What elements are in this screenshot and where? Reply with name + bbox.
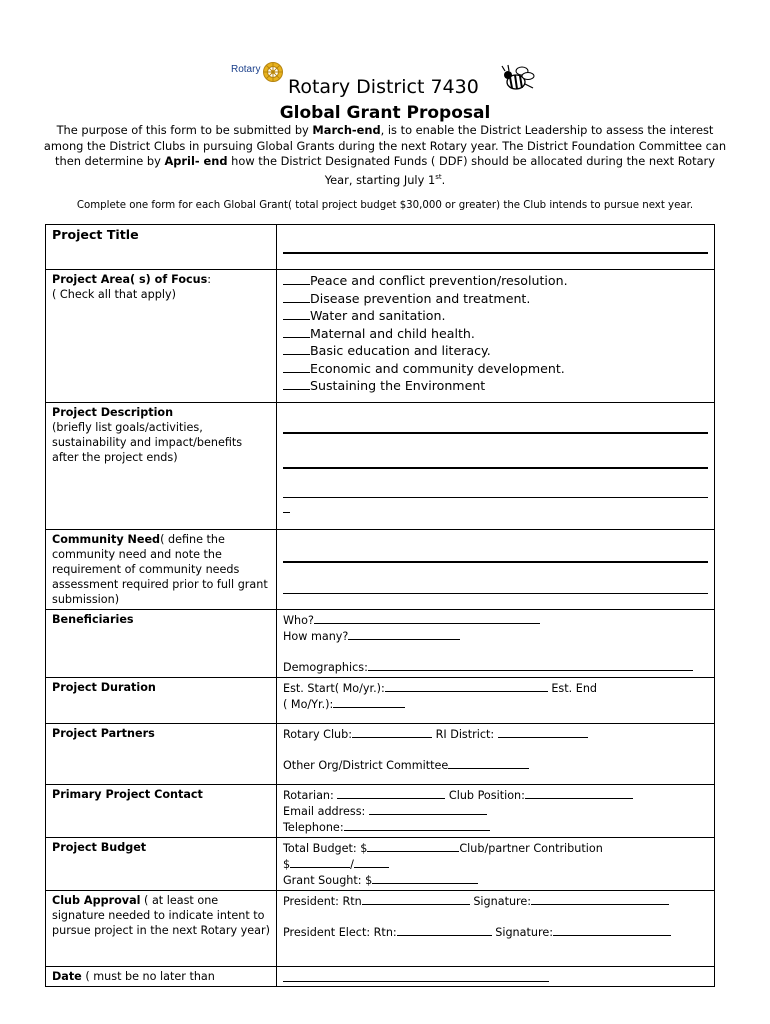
club-contribution-label: Club/partner Contribution <box>459 842 603 855</box>
description-label: Project Description <box>52 406 174 419</box>
checkbox-blank[interactable] <box>283 377 310 390</box>
intro-text: . <box>441 172 446 187</box>
description-line <box>283 467 708 469</box>
deadline-march: March-end <box>312 123 381 137</box>
duration-cell <box>277 678 715 724</box>
row-focus-area <box>46 270 715 403</box>
approval-sub: ( at least one signature needed to indicate intent to pursue project in the next Rotary year) <box>52 894 271 937</box>
end-label: Est. End <box>547 682 598 695</box>
deadline-april: April- end <box>164 154 228 169</box>
label-cell <box>46 838 277 891</box>
checkbox-blank[interactable] <box>283 290 310 303</box>
who-label: Who? <box>283 614 314 627</box>
label-cell <box>46 724 277 785</box>
checkbox-blank[interactable] <box>283 325 310 338</box>
row-project-title <box>46 225 715 270</box>
budget-label: Project Budget <box>52 841 147 854</box>
rotarian-field[interactable] <box>337 787 445 799</box>
label-cell <box>46 225 277 270</box>
label-cell <box>46 678 277 724</box>
proposal-form-table <box>45 224 715 987</box>
club-contribution-field[interactable] <box>290 856 350 868</box>
description-input[interactable] <box>277 403 715 530</box>
project-title-label: Project Title <box>52 227 139 242</box>
row-community-need <box>46 530 715 610</box>
email-field[interactable] <box>369 803 487 815</box>
row-project-duration <box>46 678 715 724</box>
label-cell <box>46 967 277 987</box>
checkbox-blank[interactable] <box>283 360 310 373</box>
beneficiaries-label: Beneficiaries <box>52 613 134 626</box>
rotary-wheel-icon <box>262 61 284 83</box>
focus-option-peace[interactable] <box>283 272 708 290</box>
start-field[interactable] <box>385 680 548 692</box>
label-cell <box>46 403 277 530</box>
other-org-field[interactable] <box>448 757 529 769</box>
focus-colon: : <box>207 273 212 286</box>
rotary-club-field[interactable] <box>352 726 432 738</box>
signature-label: Signature: <box>491 926 553 939</box>
president-elect-signature-field[interactable] <box>553 924 671 936</box>
focus-option-disease[interactable] <box>283 290 708 308</box>
instructions: Complete one form for each Global Grant( total project budget $30,000 or greater) the Club intends to pursue next year. <box>76 200 694 211</box>
need-line <box>283 561 708 563</box>
end-field[interactable] <box>333 696 405 708</box>
need-line <box>283 593 708 594</box>
president-field[interactable] <box>362 893 470 905</box>
checkbox-blank[interactable] <box>283 272 310 285</box>
label-cell <box>46 530 277 610</box>
club-position-field[interactable] <box>525 787 633 799</box>
option-label: Peace and conflict prevention/resolution. <box>310 273 568 288</box>
grant-sought-field[interactable] <box>372 872 478 884</box>
option-label: Economic and community development. <box>310 360 565 376</box>
row-project-description <box>46 403 715 530</box>
row-beneficiaries <box>46 610 715 678</box>
partner-contribution-field[interactable] <box>354 856 389 868</box>
club-position-label: Club Position: <box>445 789 525 802</box>
focus-sub: ( Check all that apply) <box>52 288 176 301</box>
need-label: Community Need <box>52 533 161 546</box>
intro-text: The purpose of this form to be submitted by <box>56 123 313 137</box>
rotary-logo-text: Rotary <box>231 64 261 75</box>
beneficiaries-cell <box>277 610 715 678</box>
focus-options-cell <box>277 270 715 403</box>
president-elect-field[interactable] <box>397 924 492 936</box>
slash: / <box>350 858 354 871</box>
row-primary-contact <box>46 785 715 838</box>
need-input[interactable] <box>277 530 715 610</box>
need-sub: ( define the community need and note the requirement of community needs assessment required prior to full grant submission) <box>52 533 268 606</box>
other-org-label: Other Org/District Committee <box>283 759 449 772</box>
description-line-end <box>283 512 290 513</box>
ri-district-label: RI District: <box>432 728 498 741</box>
option-label: Disease prevention and treatment. <box>310 290 531 306</box>
total-budget-label: Total Budget: $ <box>283 842 368 855</box>
president-elect-label: President Elect: Rtn: <box>283 926 397 939</box>
demographics-field[interactable] <box>368 659 693 671</box>
form-title: Global Grant Proposal <box>279 103 491 123</box>
partners-cell <box>277 724 715 785</box>
description-sub: (briefly list goals/activities, sustainability and impact/benefits after the project ends) <box>52 421 243 464</box>
approval-label: Club Approval <box>52 894 141 907</box>
signature-label: Signature: <box>469 895 532 908</box>
focus-label: Project Area( s) of Focus <box>52 273 208 286</box>
partners-label: Project Partners <box>52 727 155 740</box>
focus-option-education[interactable] <box>283 342 708 360</box>
contact-cell <box>277 785 715 838</box>
rotarian-label: Rotarian: <box>283 789 338 802</box>
grant-sought-label: Grant Sought: $ <box>283 874 373 887</box>
row-club-approval <box>46 891 715 967</box>
date-line <box>283 981 549 982</box>
focus-option-maternal[interactable] <box>283 325 708 343</box>
date-label: Date <box>52 970 82 983</box>
label-cell <box>46 270 277 403</box>
start-label: Est. Start( Mo/yr.): <box>283 682 385 695</box>
president-label: President: Rtn <box>283 895 362 908</box>
description-line <box>283 497 708 498</box>
option-label: Sustaining the Environment <box>310 378 486 393</box>
row-date <box>46 967 715 987</box>
checkbox-blank[interactable] <box>283 307 310 320</box>
intro-text: how the District Designated Funds ( DDF) should be allocated during the next Rotary Year, starting July 1 <box>227 154 715 187</box>
ri-district-field[interactable] <box>498 726 588 738</box>
option-label: Basic education and literacy. <box>310 343 491 358</box>
budget-cell <box>277 838 715 891</box>
intro-paragraph <box>40 123 730 188</box>
who-field[interactable] <box>314 612 540 624</box>
demographics-label: Demographics: <box>283 661 368 674</box>
description-line <box>283 432 708 434</box>
dollar-sign: $ <box>283 858 291 871</box>
telephone-label: Telephone: <box>283 821 344 834</box>
approval-cell <box>277 891 715 967</box>
project-title-input[interactable] <box>277 225 715 270</box>
how-many-label: How many? <box>283 630 349 643</box>
title-line <box>283 252 708 254</box>
option-label: Maternal and child health. <box>310 325 475 341</box>
telephone-field[interactable] <box>344 819 490 831</box>
row-project-budget <box>46 838 715 891</box>
contact-label: Primary Project Contact <box>52 788 203 801</box>
label-cell <box>46 785 277 838</box>
date-input[interactable] <box>277 967 715 987</box>
bee-mascot-icon <box>500 62 536 98</box>
total-budget-field[interactable] <box>367 840 459 852</box>
row-project-partners <box>46 724 715 785</box>
checkbox-blank[interactable] <box>283 342 310 355</box>
focus-option-water[interactable] <box>283 307 708 325</box>
intro-text: , is to enable the District Leadership to assess the interest among the District Clubs in pursuing Global Grants during the next Rotary year. The District Foundation Committee can then determine by <box>43 123 727 169</box>
focus-option-environment[interactable] <box>283 377 708 395</box>
option-label: Water and sanitation. <box>310 308 446 323</box>
label-cell <box>46 610 277 678</box>
rotary-club-label: Rotary Club: <box>283 728 353 741</box>
end-unit-label: ( Mo/Yr.): <box>283 698 334 711</box>
president-signature-field[interactable] <box>531 893 669 905</box>
district-name: Rotary District 7430 <box>288 76 479 98</box>
email-label: Email address: <box>283 805 369 818</box>
duration-label: Project Duration <box>52 681 156 694</box>
how-many-field[interactable] <box>348 628 460 640</box>
label-cell <box>46 891 277 967</box>
ordinal-suffix: st <box>435 172 442 181</box>
focus-option-economic[interactable] <box>283 360 708 378</box>
date-sub: ( must be no later than <box>81 970 215 983</box>
